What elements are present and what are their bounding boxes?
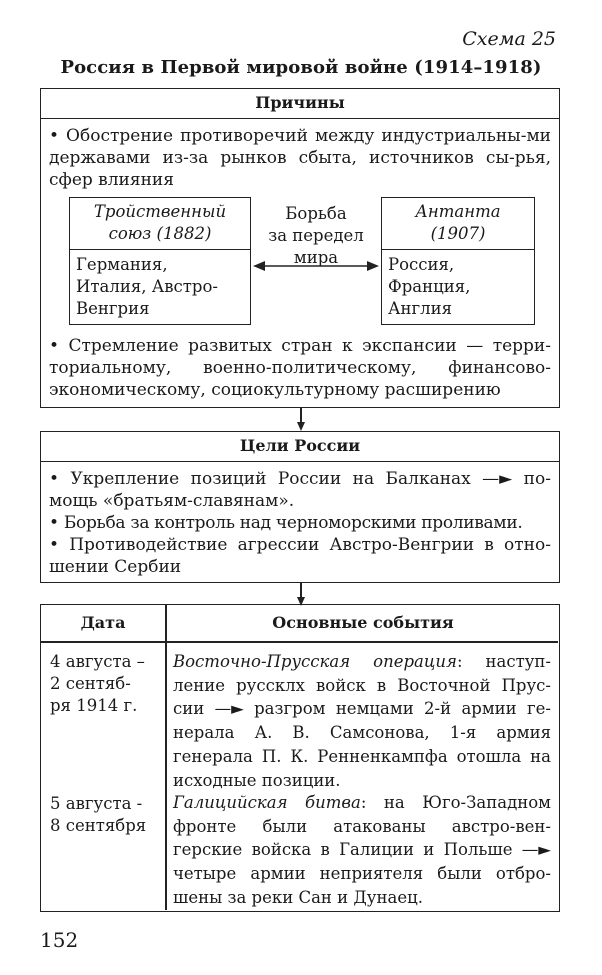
causes-item-1: • Обострение противоречий между индустриальны-ми державами из-за рынков сбыта, источников сы-рья, сфер влияния	[49, 126, 551, 190]
table-row-event	[173, 650, 551, 792]
page-title: Россия в Первой мировой войне (1914–1918)	[60, 57, 542, 78]
goals-item-3: • Противодействие агрессии Австро-Венгрии в отно-шении Сербии	[49, 535, 551, 577]
goals-item-2: • Борьба за контроль над черноморскими проливами.	[49, 513, 523, 533]
scheme-label: Схема 25	[462, 28, 556, 50]
struggle-label: Борьба за передел мира	[268, 204, 364, 267]
table-row-date: 5 августа - 8 сентября	[50, 794, 147, 835]
column-header-date: Дата	[80, 613, 126, 632]
column-header-events: Основные события	[272, 613, 454, 632]
entente-box	[381, 197, 535, 325]
goals-header: Цели России	[41, 432, 559, 462]
triple-alliance-box	[69, 197, 251, 325]
event-description: : наступ-ление руссклх войск в Восточной Прус-сии —► разгром немцами 2-й армии ге-нерала А. В. Самсонова, 1-я армия генерала П. К. Ренненкампфа отошла на исходные позиции.	[173, 652, 551, 790]
table-row-event	[173, 791, 551, 910]
events-table	[40, 604, 560, 912]
arrow-down-icon	[297, 422, 305, 431]
entente-members: Россия, Франция, Англия	[388, 255, 471, 318]
causes-box	[40, 88, 560, 408]
causes-item-2: • Стремление развитых стран к экспансии — терри-ториальному, военно-политическому, финансово-экономическому, социокультурному расширению	[49, 336, 551, 400]
page-number: 152	[40, 928, 79, 952]
table-column-divider	[165, 605, 167, 910]
causes-header: Причины	[41, 89, 559, 119]
triple-alliance-members: Германия, Италия, Австро- Венгрия	[76, 255, 218, 318]
event-name: Восточно-Прусская операция	[173, 652, 457, 671]
entente-title: Антанта (1907)	[382, 198, 534, 250]
goals-item-1: • Укрепление позиций России на Балканах —► по-мощь «братьям-славянам».	[49, 469, 551, 511]
table-row-date: 4 августа – 2 сентяб- ря 1914 г.	[50, 652, 145, 715]
event-name: Галицийская битва	[173, 793, 361, 812]
goals-box	[40, 431, 560, 583]
triple-alliance-title: Тройственный союз (1882)	[70, 198, 250, 250]
double-arrow-icon	[253, 259, 379, 273]
event-description: : на Юго-Западном фронте были атакованы австро-вен-герские войска в Галиции и Польше —► четыре армии неприятеля были отбро-шены за реки Сан и Дунаец.	[173, 793, 551, 907]
table-header-divider	[41, 641, 558, 643]
